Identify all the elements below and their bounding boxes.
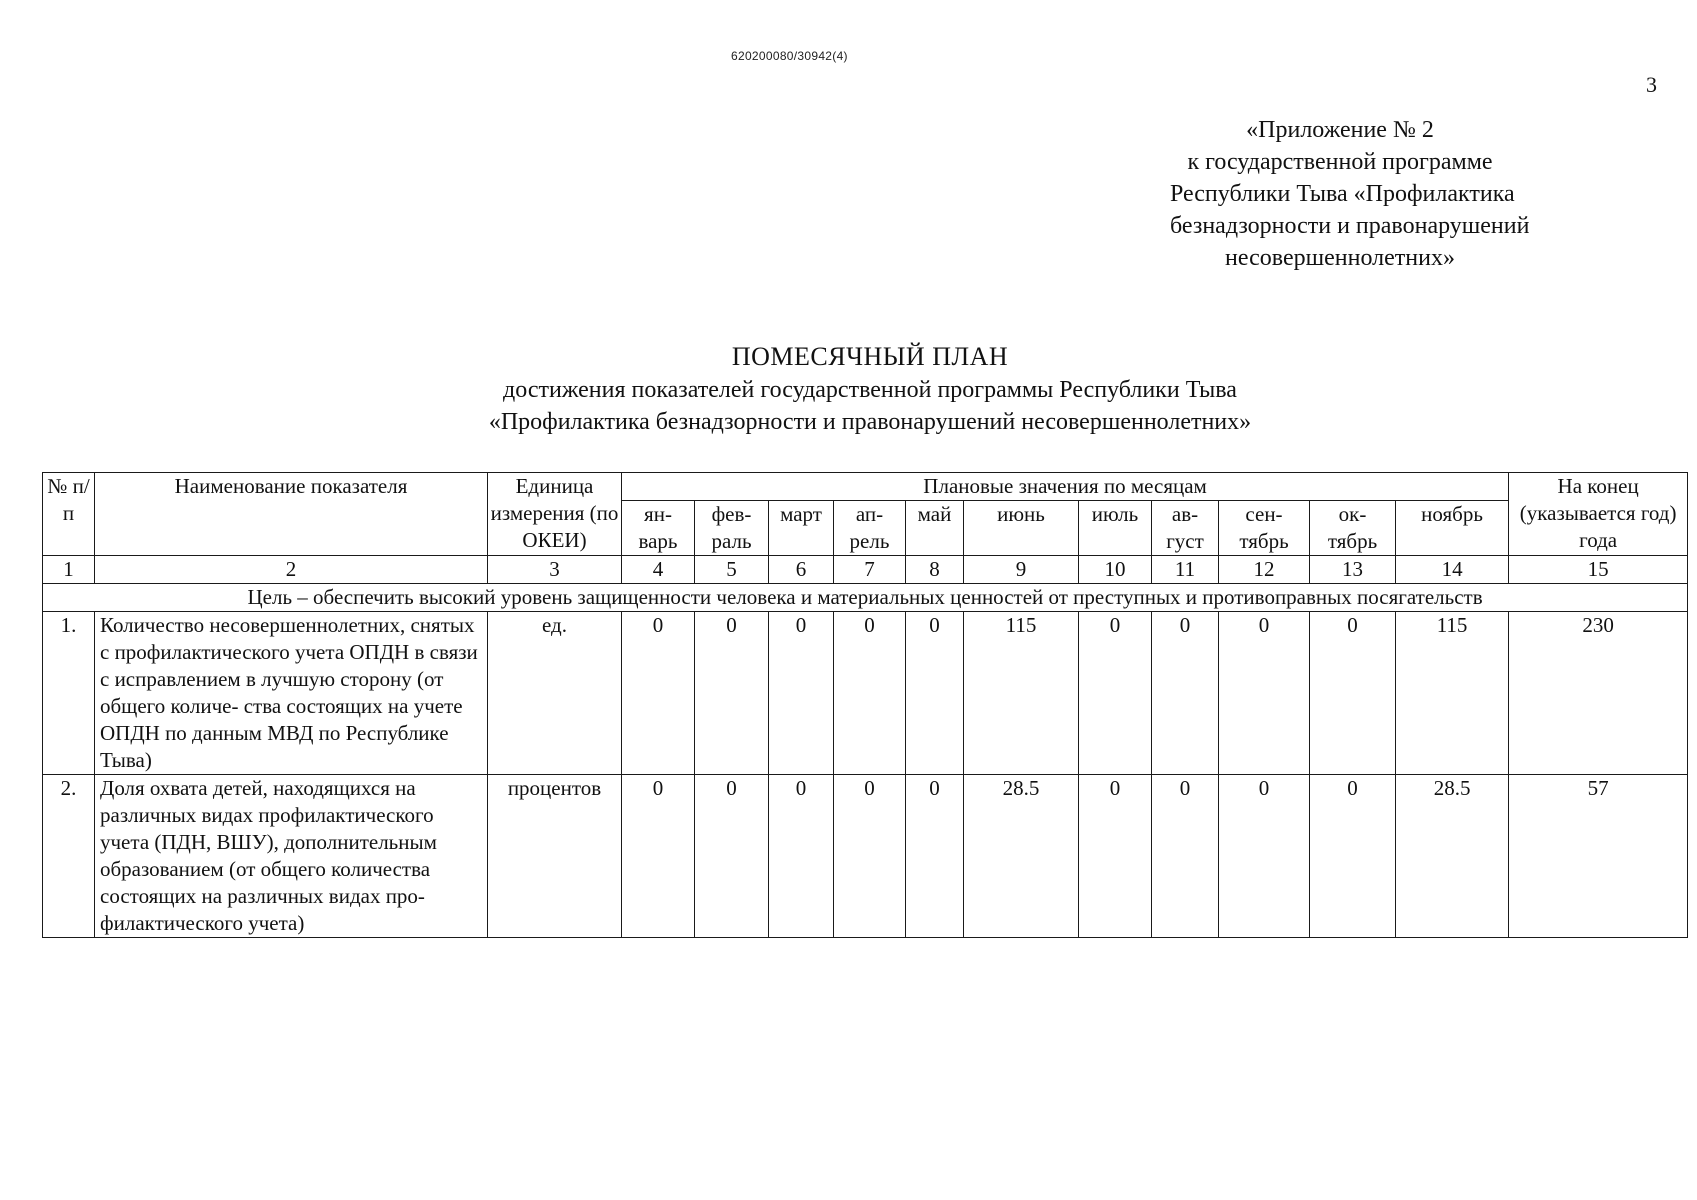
title-line-2: достижения показателей государственной программы Республики Тыва [503,377,1237,403]
month-value: 0 [769,775,834,938]
column-number: 8 [906,556,964,584]
column-number: 15 [1509,556,1688,584]
column-number: 5 [695,556,769,584]
appendix-line: «Приложение № 2 [1246,117,1434,143]
month-value: 115 [964,612,1079,775]
header-row [43,473,1688,501]
document-title [360,340,1380,438]
header-month: ян- варь [622,501,695,556]
header-month: ап- рель [834,501,906,556]
header-num: № п/п [43,473,95,556]
indicator-name: Количество несовершеннолетних, снятых с профилактического учета ОПДН в связи с исправлением в лучшую сторону (от общего количе- ства состоящих на учете ОПДН по данным МВД по Республике Тыва) [95,612,488,775]
header-month: май [906,501,964,556]
month-value: 115 [1396,612,1509,775]
header-unit: Единица измерения (по ОКЕИ) [488,473,622,556]
month-value: 0 [695,775,769,938]
table-row [43,775,1688,938]
month-value: 0 [906,612,964,775]
month-value: 0 [1152,775,1219,938]
appendix-line: Республики Тыва «Профилактика [1170,181,1515,207]
page-number: 3 [1646,72,1657,97]
column-number: 4 [622,556,695,584]
appendix-line: несовершеннолетних» [1225,245,1455,271]
title-line-3: «Профилактика безнадзорности и правонарушений несовершеннолетних» [488,409,1252,435]
column-number: 13 [1310,556,1396,584]
column-number: 6 [769,556,834,584]
table-row [43,612,1688,775]
appendix-reference [1170,114,1530,274]
header-name: Наименование показателя [95,473,488,556]
column-number: 7 [834,556,906,584]
column-number: 1 [43,556,95,584]
month-value: 0 [1219,775,1310,938]
month-value: 0 [622,612,695,775]
header-end: На конец (указывается год) года [1509,473,1688,556]
header-month: март [769,501,834,556]
title-main: ПОМЕСЯЧНЫЙ ПЛАН [731,342,1009,371]
month-value: 0 [834,775,906,938]
indicator-unit: процентов [488,775,622,938]
row-number: 1. [43,612,95,775]
header-month: сен- тябрь [1219,501,1310,556]
row-number: 2. [43,775,95,938]
column-number: 2 [95,556,488,584]
column-number: 3 [488,556,622,584]
header-month: июль [1079,501,1152,556]
end-value: 230 [1509,612,1688,775]
goal-text: Цель – обеспечить высокий уровень защищенности человека и материальных ценностей от преступных и противоправных посягательств [43,584,1688,612]
column-number: 10 [1079,556,1152,584]
month-value: 0 [622,775,695,938]
month-value: 0 [1152,612,1219,775]
header-month: ок- тябрь [1310,501,1396,556]
document-id: 620200080/30942(4) [731,49,848,63]
month-value: 0 [1219,612,1310,775]
month-value: 0 [1310,612,1396,775]
end-value: 57 [1509,775,1688,938]
indicator-unit: ед. [488,612,622,775]
appendix-line: безнадзорности и правонарушений [1170,213,1530,239]
goal-row [43,584,1688,612]
appendix-line: к государственной программе [1187,149,1493,175]
column-number: 14 [1396,556,1509,584]
column-numbers-row [43,556,1688,584]
month-value: 0 [1079,612,1152,775]
month-value: 0 [769,612,834,775]
column-number: 9 [964,556,1079,584]
column-number: 11 [1152,556,1219,584]
month-value: 0 [1310,775,1396,938]
header-months-group: Плановые значения по месяцам [622,473,1509,501]
header-month: ав- густ [1152,501,1219,556]
month-value: 0 [1079,775,1152,938]
indicator-name: Доля охвата детей, находящихся на различных видах профилактического учета (ПДН, ВШУ), дополнительным образованием (от общего количества состоящих на различных видах про- филактического учета) [95,775,488,938]
month-value: 0 [906,775,964,938]
header-month: ноябрь [1396,501,1509,556]
monthly-plan-table [42,472,1688,938]
month-value: 0 [695,612,769,775]
month-value: 28.5 [1396,775,1509,938]
month-value: 0 [834,612,906,775]
column-number: 12 [1219,556,1310,584]
header-month: июнь [964,501,1079,556]
header-month: фев- раль [695,501,769,556]
month-value: 28.5 [964,775,1079,938]
